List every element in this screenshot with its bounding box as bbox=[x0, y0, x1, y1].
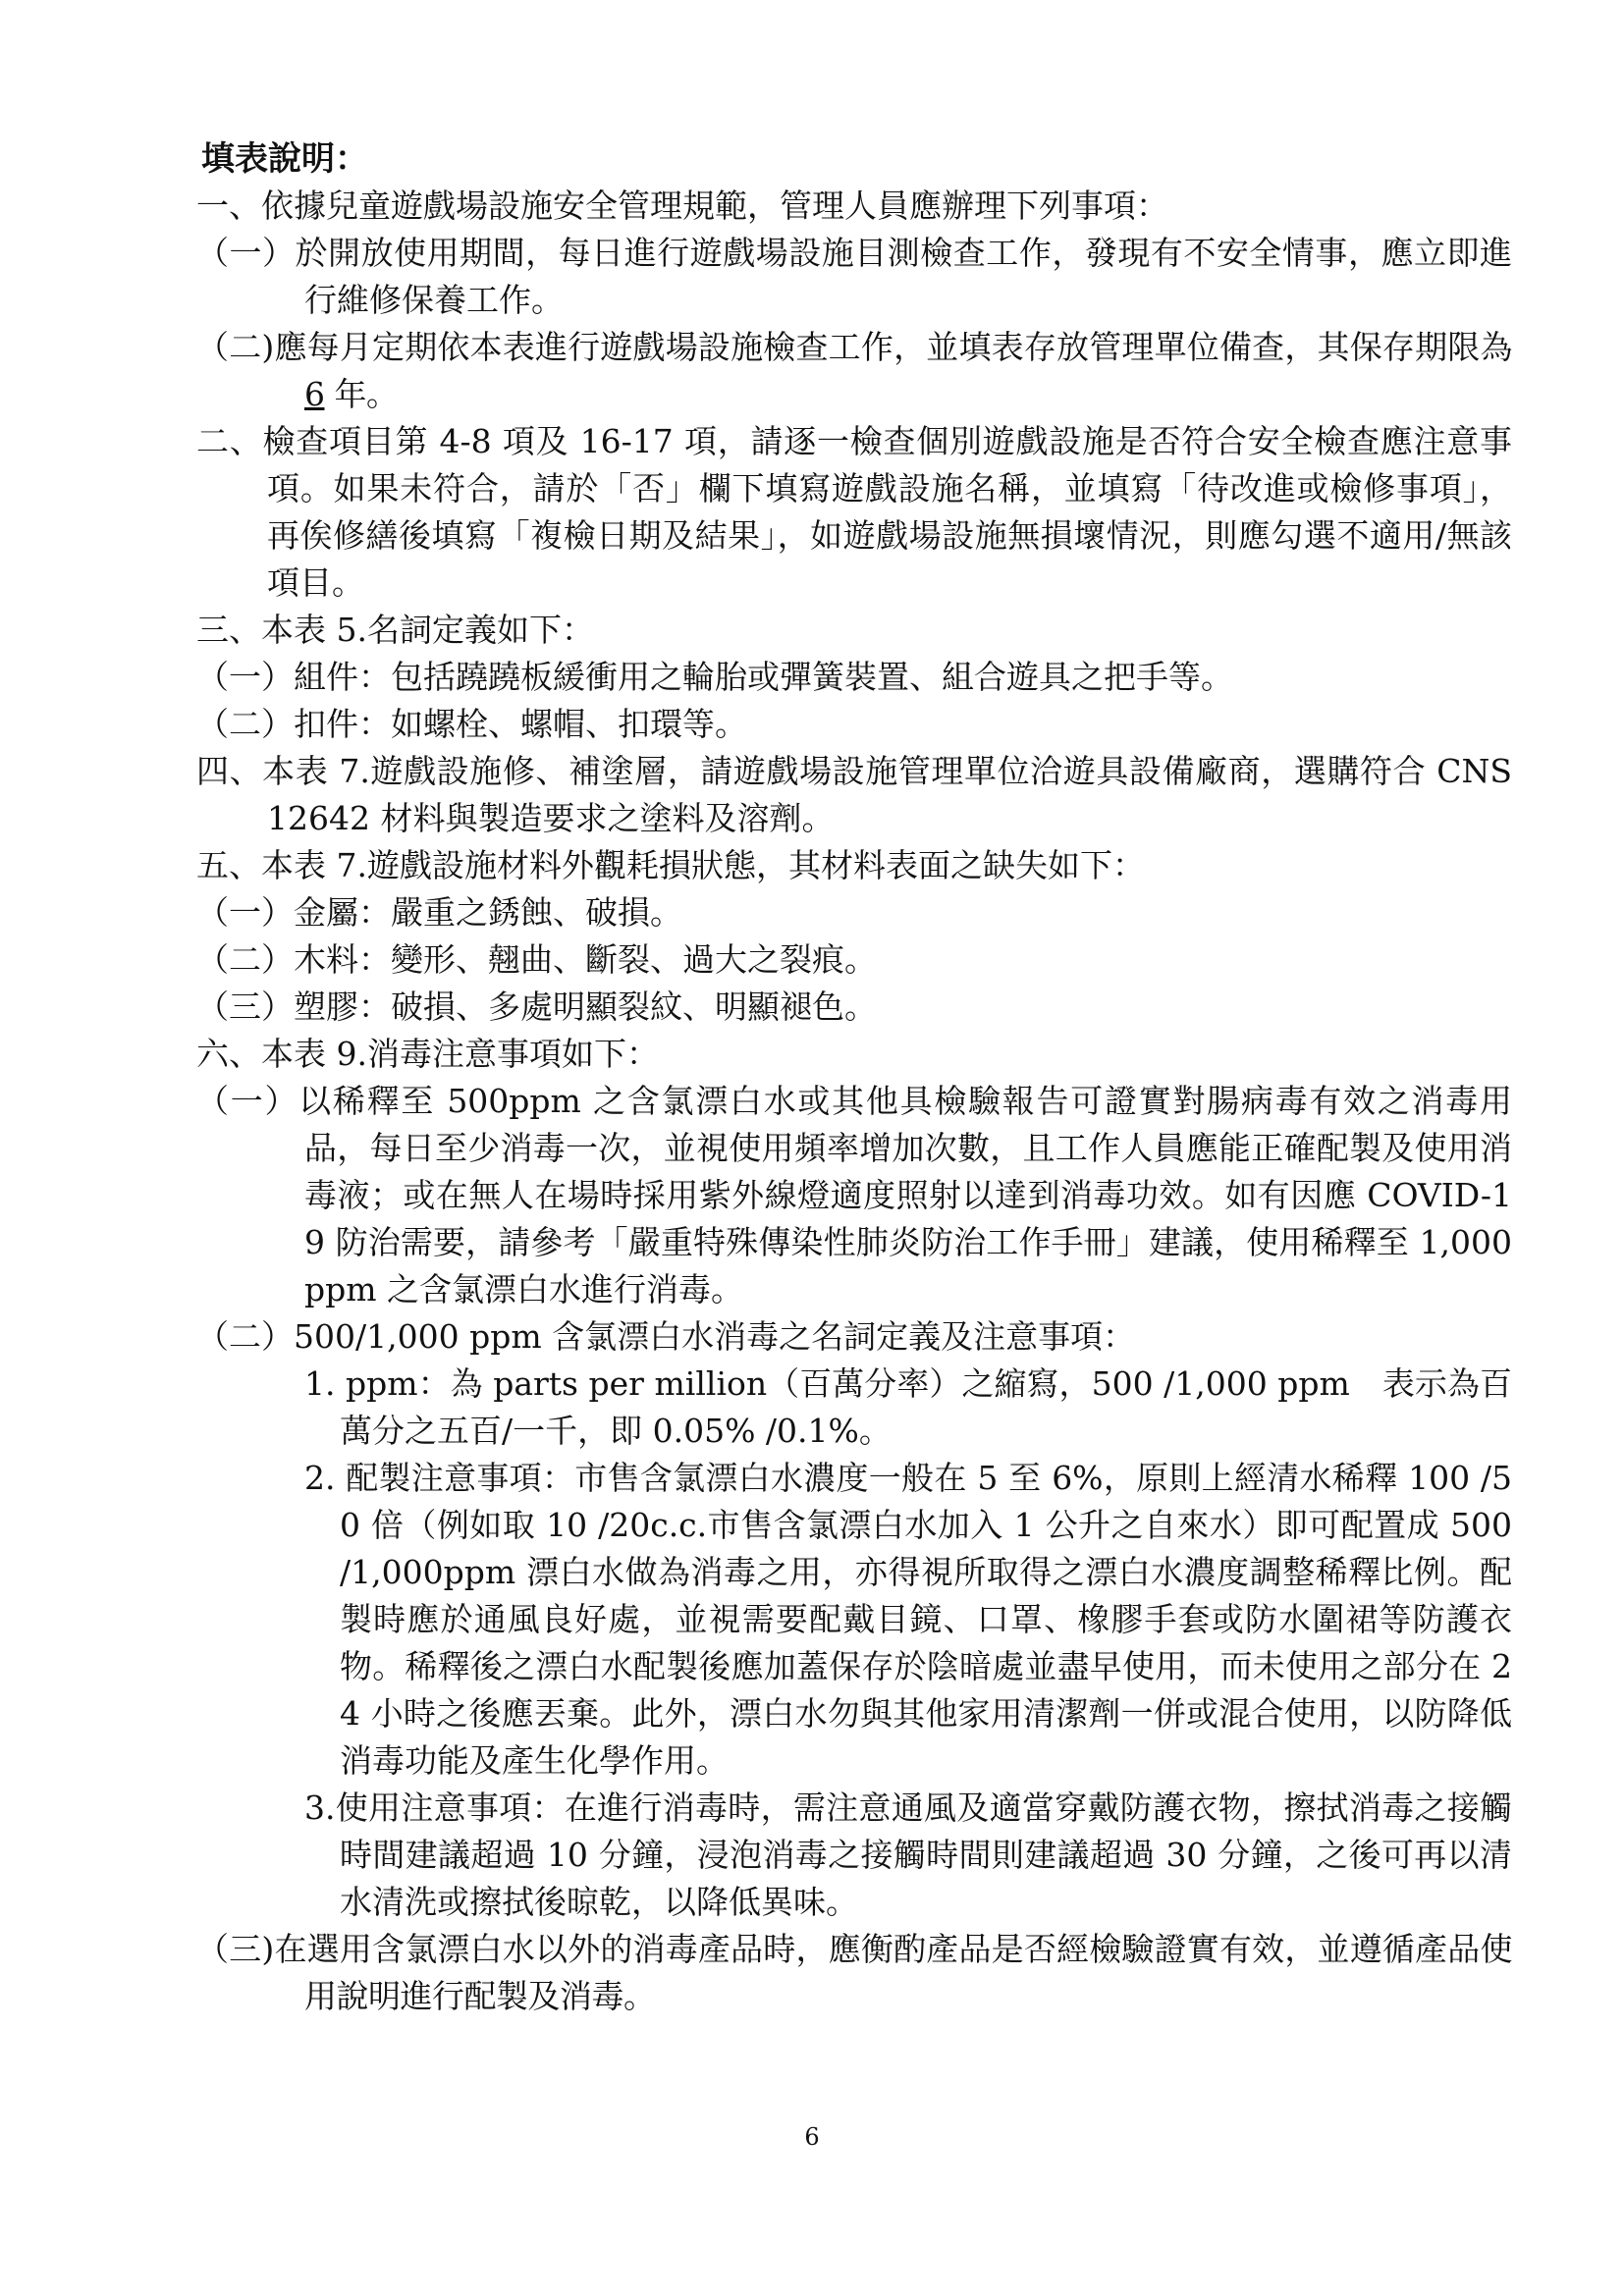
retention-years: 6 bbox=[304, 375, 325, 413]
section-4-text: 四、本表 7.遊戲設施修、補塗層，請遊戲場設施管理單位洽遊具設備廠商，選購符合 CNS 12642 材料與製造要求之塗料及溶劑。 bbox=[196, 752, 1512, 837]
instructions-body bbox=[196, 183, 1512, 2020]
section-6-item-3: （三)在選用含氯漂白水以外的消毒產品時，應衡酌產品是否經檢驗證實有效，並遵循產品使用說明進行配製及消毒。 bbox=[196, 1930, 1512, 2015]
instructions-heading: 填表說明： bbox=[201, 139, 368, 179]
section-2-text: 二、檢查項目第 4-8 項及 16-17 項，請逐一檢查個別遊戲設施是否符合安全檢查應注意事項。如果未符合，請於「否」欄下填寫遊戲設施名稱，並填寫「待改進或檢修事項」，再俟修繕後填寫「複檢日期及結果」，如遊戲場設施無損壞情況，則應勾選不適用/無該項目。 bbox=[196, 422, 1512, 602]
section-5-title: 五、本表 7.遊戲設施材料外觀耗損狀態，其材料表面之缺失如下： bbox=[196, 846, 1145, 884]
section-5-item-3: （三）塑膠：破損、多處明顯裂紋、明顯褪色。 bbox=[196, 988, 877, 1026]
section-6-item-2-sub-1: 1. ppm：為 parts per million（百萬分率）之縮寫，500 /1,000 ppm 表示為百萬分之五百/一千，即 0.05% /0.1%。 bbox=[304, 1364, 1512, 1450]
section-5-item-1: （一）金屬：嚴重之銹蝕、破損。 bbox=[196, 893, 682, 932]
section-6-item-1: （一）以稀釋至 500ppm 之含氯漂白水或其他具檢驗報告可證實對腸病毒有效之消毒用品，每日至少消毒一次，並視使用頻率增加次數，且工作人員應能正確配製及使用消毒液；或在無人在場時採用紫外線燈適度照射以達到消毒功效。如有因應 COVID-19 防治需要，請參考「嚴重特殊傳染性肺炎防治工作手冊」建議，使用稀釋至 1,000ppm 之含氯漂白水進行消毒。 bbox=[196, 1082, 1512, 1308]
section-6-item-2-sub-2: 2. 配製注意事項：市售含氯漂白水濃度一般在 5 至 6%，原則上經清水稀釋 100 /50 倍（例如取 10 /20c.c.市售含氯漂白水加入 1 公升之自來水）即可配置成 500 /1,000ppm 漂白水做為消毒之用，亦得視所取得之漂白水濃度調整稀釋比例。配製時應於通風良好處，並視需要配戴目鏡、口罩、橡膠手套或防水圍裙等防護衣物。稀釋後之漂白水配製後應加蓋保存於陰暗處並盡早使用，而未使用之部分在 24 小時之後應丟棄。此外，漂白水勿與其他家用清潔劑一併或混合使用，以防降低消毒功能及產生化學作用。 bbox=[304, 1459, 1512, 1780]
section-6-title: 六、本表 9.消毒注意事項如下： bbox=[196, 1035, 659, 1073]
section-3-title: 三、本表 5.名詞定義如下： bbox=[196, 611, 594, 649]
section-1-item-1: （一）於開放使用期間，每日進行遊戲場設施目測檢查工作，發現有不安全情事，應立即進行維修保養工作。 bbox=[196, 234, 1512, 319]
section-3-item-2: （二）扣件：如螺栓、螺帽、扣環等。 bbox=[196, 705, 747, 743]
section-6-item-2-sub-3: 3.使用注意事項：在進行消毒時，需注意通風及適當穿戴防護衣物，擦拭消毒之接觸時間建議超過 10 分鐘，浸泡消毒之接觸時間則建議超過 30 分鐘，之後可再以清水清洗或擦拭後晾乾，以降低異味。 bbox=[304, 1789, 1512, 1921]
section-6-item-2: （二）500/1,000 ppm 含氯漂白水消毒之名詞定義及注意事項： bbox=[196, 1317, 1136, 1356]
section-1-item-2 bbox=[196, 324, 1512, 418]
section-3-item-1: （一）組件：包括蹺蹺板緩衝用之輪胎或彈簧裝置、組合遊具之把手等。 bbox=[196, 658, 1233, 696]
section-1-item-2-text: （二)應每月定期依本表進行遊戲場設施檢查工作，並填表存放管理單位備查，其保存期限為 bbox=[196, 328, 1512, 366]
section-1-title: 一、依據兒童遊戲場設施安全管理規範，管理人員應辦理下列事項： bbox=[196, 187, 1168, 225]
section-5-item-2: （二）木料：變形、翹曲、斷裂、過大之裂痕。 bbox=[196, 940, 877, 979]
section-1-item-2-suffix: 年。 bbox=[334, 375, 399, 413]
page-number: 6 bbox=[804, 2123, 820, 2151]
